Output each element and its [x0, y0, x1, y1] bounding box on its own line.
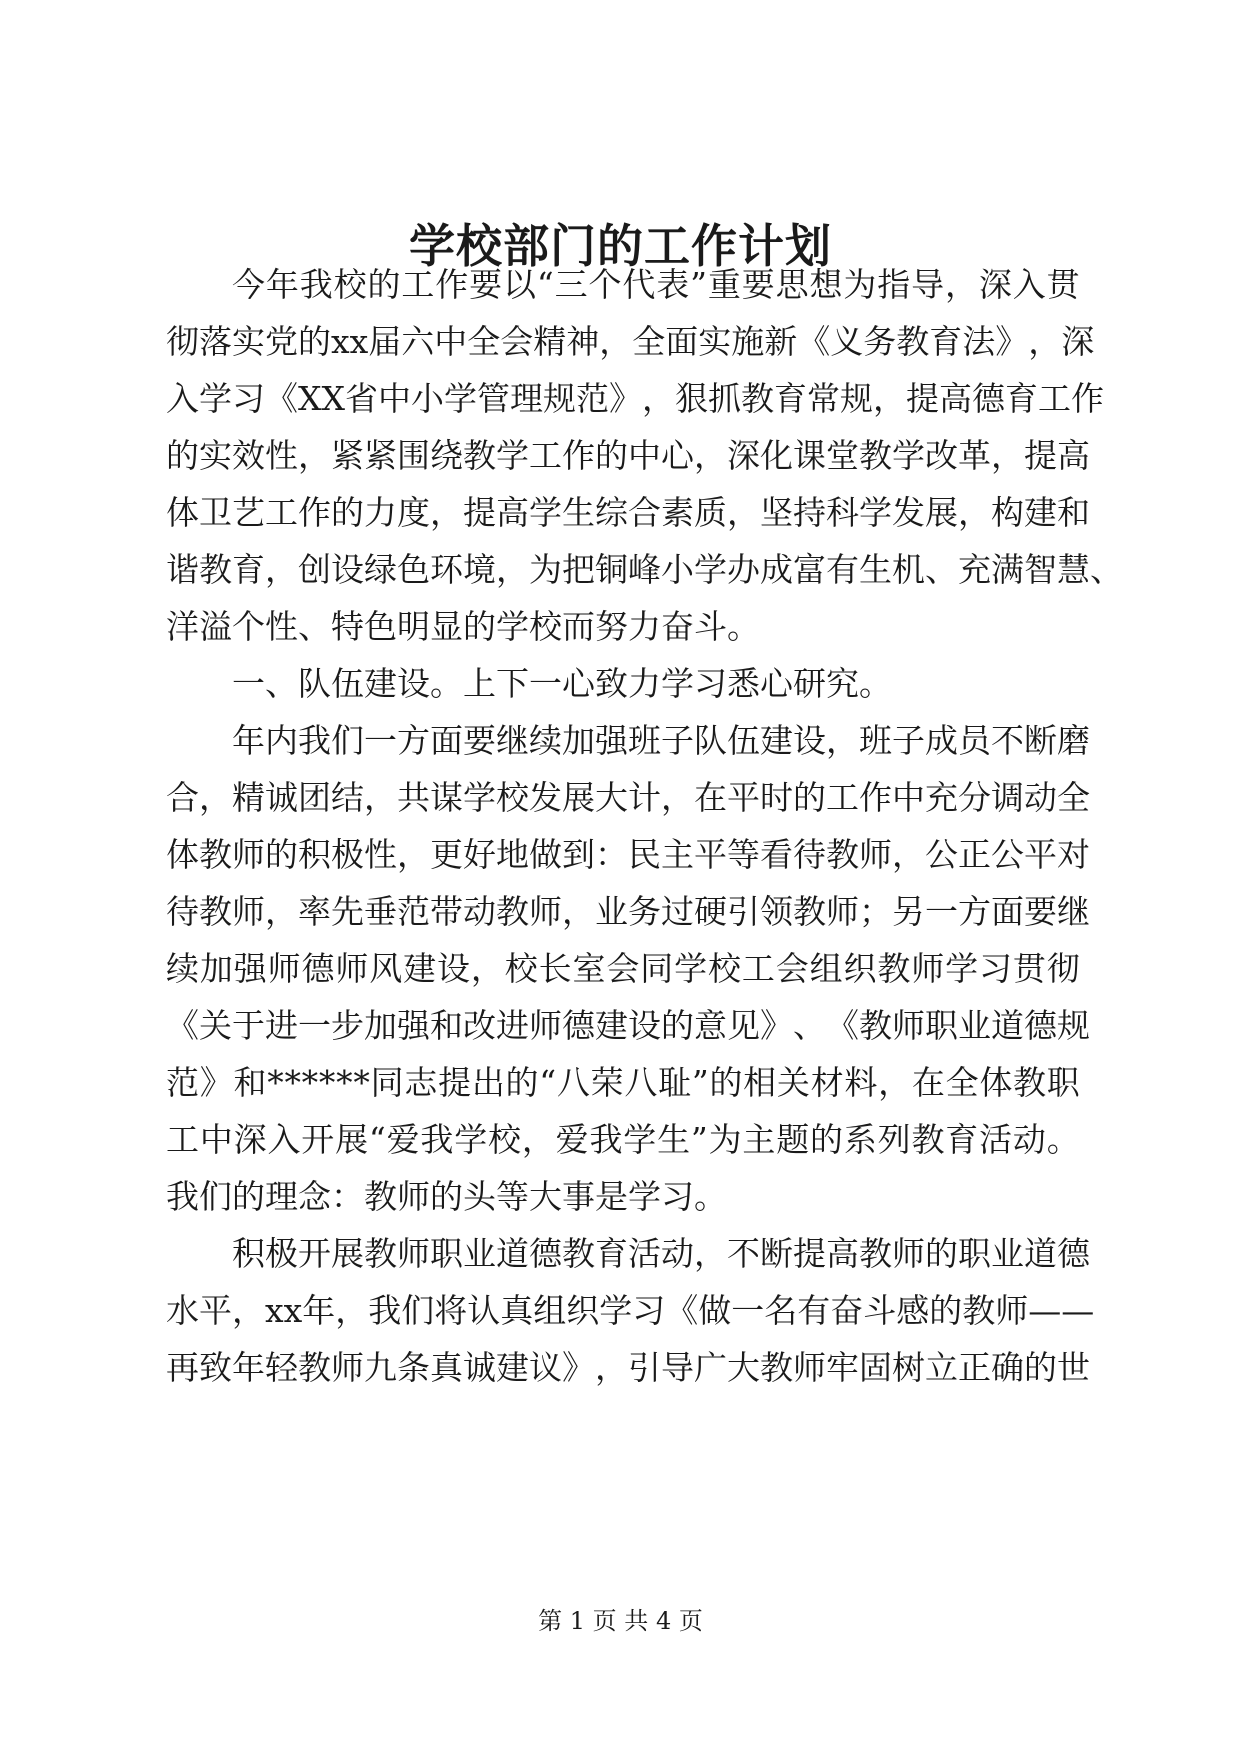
body-line: 的 实 效 性 ， 紧 紧 围 绕 教 学 工 作 的 中 心 ， 深 化 课 堂 教 学 改 革 ， 提 高 — [166, 436, 1090, 475]
body-line: 工 中 深 入 开 展 “ 爱 我 学 校 ， 爱 我 学 生 ” 为 主 题 的 系 列 教 育 活 动 。 — [166, 1120, 1080, 1159]
body-line: 水 平 ， x x 年 ， 我 们 将 认 真 组 织 学 习 《 做 一 名 有 奋 斗 感 的 教 师 — — — [166, 1291, 1095, 1330]
body-line: 《 关 于 进 一 步 加 强 和 改 进 师 德 建 设 的 意 见 》 、 《 教 师 职 业 道 德 规 — [166, 1006, 1090, 1045]
body-line: 体 卫 艺 工 作 的 力 度 ， 提 高 学 生 综 合 素 质 ， 坚 持 科 学 发 展 ， 构 建 和 — [166, 493, 1090, 532]
body-line: 续 加 强 师 德 师 风 建 设 ， 校 长 室 会 同 学 校 工 会 组 织 教 师 学 习 贯 彻 — [166, 949, 1080, 988]
body-line: 今 年 我 校 的 工 作 要 以 “ 三 个 代 表 ” 重 要 思 想 为 指 导 ， 深 入 贯 — [232, 265, 1080, 304]
body-line: 体 教 师 的 积 极 性 ， 更 好 地 做 到 ： 民 主 平 等 看 待 教 师 ， 公 正 公 平 对 — [166, 835, 1090, 874]
body-line: 待 教 师 ， 率 先 垂 范 带 动 教 师 ， 业 务 过 硬 引 领 教 师 ； 另 一 方 面 要 继 — [166, 892, 1090, 931]
body-line: 我们的理念：教师的头等大事是学习。 — [166, 1177, 727, 1216]
body-line: 洋溢个性、特色明显的学校而努力奋斗。 — [166, 607, 760, 646]
body-line: 彻 落 实 党 的 x x 届 六 中 全 会 精 神 ， 全 面 实 施 新 《 义 务 教 育 法 》 ， 深 — [166, 322, 1095, 361]
section-heading: 一、队伍建设。上下一心致力学习悉心研究。 — [232, 664, 892, 703]
page-number: 第 1 页 共 4 页 — [538, 1607, 703, 1635]
document-title: 学校部门的工作计划 — [409, 219, 832, 273]
body-line: 年 内 我 们 一 方 面 要 继 续 加 强 班 子 队 伍 建 设 ， 班 子 成 员 不 断 磨 — [232, 721, 1090, 760]
body-line: 范 》 和 * * * * * * 同 志 提 出 的 “ 八 荣 八 耻 ” 的 相 关 材 料 ， 在 全 体 教 职 — [166, 1063, 1080, 1102]
body-line: 入 学 习 《 X X 省 中 小 学 管 理 规 范 》 ， 狠 抓 教 育 常 规 ， 提 高 德 育 工 作 — [166, 379, 1104, 418]
body-line: 再 致 年 轻 教 师 九 条 真 诚 建 议 》 ， 引 导 广 大 教 师 牢 固 树 立 正 确 的 世 — [166, 1348, 1090, 1387]
body-line: 合 ， 精 诚 团 结 ， 共 谋 学 校 发 展 大 计 ， 在 平 时 的 工 作 中 充 分 调 动 全 — [166, 778, 1090, 817]
body-line: 谐 教 育 ， 创 设 绿 色 环 境 ， 为 把 铜 峰 小 学 办 成 富 有 生 机 、 充 满 智 慧 、 — [166, 550, 1123, 589]
body-line: 积 极 开 展 教 师 职 业 道 德 教 育 活 动 ， 不 断 提 高 教 师 的 职 业 道 德 — [232, 1234, 1090, 1273]
